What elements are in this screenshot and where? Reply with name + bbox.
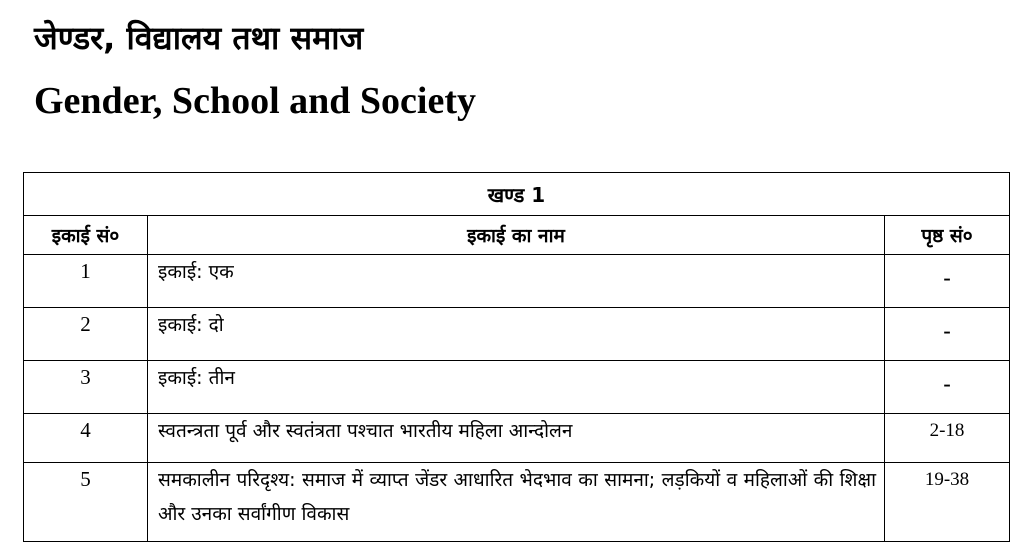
table-row — [24, 414, 1010, 463]
table-row — [24, 255, 1010, 308]
unit-name: इकाई: तीन — [148, 361, 885, 414]
column-header-unit-no: इकाई सं० — [24, 216, 148, 255]
unit-number: 2 — [24, 308, 148, 361]
table-row — [24, 361, 1010, 414]
unit-number: 5 — [24, 463, 148, 542]
page-range: - — [885, 255, 1010, 308]
document-title-hindi: जेण्डर, विद्यालय तथा समाज — [34, 19, 364, 57]
table-header-row — [24, 216, 1010, 255]
page-range: 2-18 — [885, 414, 1010, 463]
table-row — [24, 463, 1010, 542]
unit-number: 3 — [24, 361, 148, 414]
unit-name: स्वतन्त्रता पूर्व और स्वतंत्रता पश्चात भारतीय महिला आन्दोलन — [148, 414, 885, 463]
column-header-page-no: पृष्ठ सं० — [885, 216, 1010, 255]
unit-number: 4 — [24, 414, 148, 463]
unit-name: समकालीन परिदृश्य: समाज में व्याप्त जेंडर आधारित भेदभाव का सामना; लड़कियों व महिलाओं की शिक्षा और उनका सर्वांगीण विकास — [148, 463, 885, 542]
table-row — [24, 308, 1010, 361]
document-title-english: Gender, School and Society — [34, 80, 476, 122]
contents-table — [23, 172, 1010, 542]
page-range: 19-38 — [885, 463, 1010, 542]
unit-name: इकाई: एक — [148, 255, 885, 308]
unit-number: 1 — [24, 255, 148, 308]
page-range: - — [885, 308, 1010, 361]
unit-name: इकाई: दो — [148, 308, 885, 361]
column-header-unit-name: इकाई का नाम — [148, 216, 885, 255]
section-heading: खण्ड 1 — [24, 173, 1010, 216]
page-range: - — [885, 361, 1010, 414]
